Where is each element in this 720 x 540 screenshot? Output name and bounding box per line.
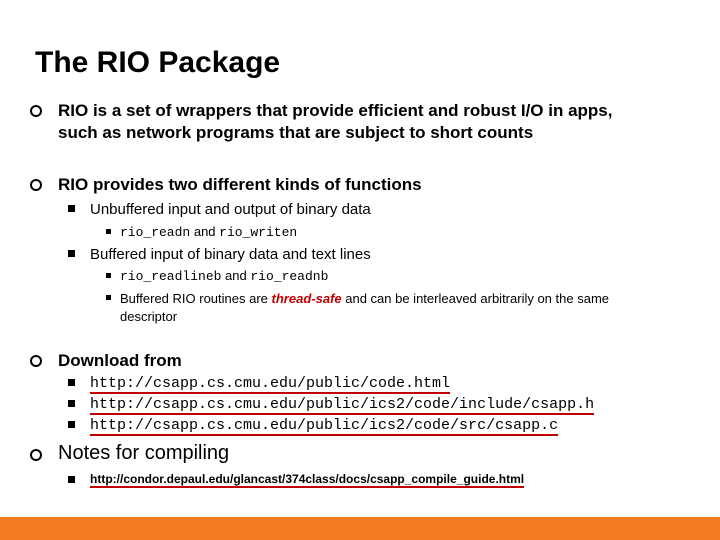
download-link-csapp-h[interactable]: http://csapp.cs.cmu.edu/public/ics2/code/include/csapp.h: [90, 396, 595, 413]
sub-sub-bullet-thread-safe-note: [120, 290, 609, 326]
sub-bullet-unbuffered: [90, 201, 371, 218]
bullet-download: [58, 351, 182, 371]
small-square-bullet-icon: [106, 229, 111, 234]
bullet-rio-description: [58, 101, 612, 143]
bullet-text: RIO provides two different kinds of functions: [58, 175, 422, 194]
square-bullet-icon: [68, 205, 75, 212]
bullet-function-kinds: [58, 175, 422, 195]
download-link-item: [90, 417, 558, 434]
function-name-rio-readlineb: rio_readlineb: [120, 269, 222, 284]
download-link-csapp-c[interactable]: http://csapp.cs.cmu.edu/public/ics2/code/src/csapp.c: [90, 417, 559, 434]
conjunction-text: and: [225, 268, 247, 283]
small-square-bullet-icon: [106, 273, 111, 278]
compile-guide-link[interactable]: http://condor.depaul.edu/glancast/374class/docs/csapp_compile_guide.html: [90, 472, 525, 486]
square-bullet-icon: [68, 421, 75, 428]
bullet-text-line2: such as network programs that are subject to short counts: [58, 123, 534, 142]
note-text-post: and can be interleaved arbitrarily on the same: [345, 291, 609, 306]
circle-bullet-icon: [30, 105, 42, 117]
square-bullet-icon: [68, 379, 75, 386]
circle-bullet-icon: [30, 179, 42, 191]
function-name-rio-readnb: rio_readnb: [250, 269, 329, 284]
note-text-line2: descriptor: [120, 309, 178, 324]
sub-bullet-text: Buffered input of binary data and text lines: [90, 246, 371, 263]
bullet-text: Download from: [58, 351, 182, 370]
download-link-item: [90, 396, 594, 413]
sub-bullet-buffered: [90, 246, 371, 263]
download-link-code-html[interactable]: http://csapp.cs.cmu.edu/public/code.html: [90, 375, 451, 392]
sub-bullet-text: Unbuffered input and output of binary data: [90, 201, 371, 218]
sub-sub-bullet-buffered-functions: [120, 268, 328, 284]
conjunction-text: and: [193, 224, 216, 239]
bullet-text: Notes for compiling: [58, 442, 230, 464]
square-bullet-icon: [68, 476, 75, 483]
download-link-item: [90, 375, 450, 392]
slide-title: The RIO Package: [35, 46, 281, 79]
footer-bar: [0, 517, 720, 540]
compile-guide-link-item: [90, 472, 524, 486]
function-name-rio-writen: rio_writen: [219, 225, 298, 240]
square-bullet-icon: [68, 400, 75, 407]
bullet-text-line1: RIO is a set of wrappers that provide efficient and robust I/O in apps,: [58, 101, 613, 120]
bullet-compile-notes: [58, 442, 229, 465]
circle-bullet-icon: [30, 449, 42, 461]
circle-bullet-icon: [30, 355, 42, 367]
note-text-pre: Buffered RIO routines are: [120, 291, 268, 306]
square-bullet-icon: [68, 250, 75, 257]
function-name-rio-readn: rio_readn: [120, 225, 191, 240]
sub-sub-bullet-unbuffered-functions: [120, 224, 297, 240]
note-emphasis-thread-safe: thread-safe: [271, 291, 342, 306]
small-square-bullet-icon: [106, 295, 111, 300]
